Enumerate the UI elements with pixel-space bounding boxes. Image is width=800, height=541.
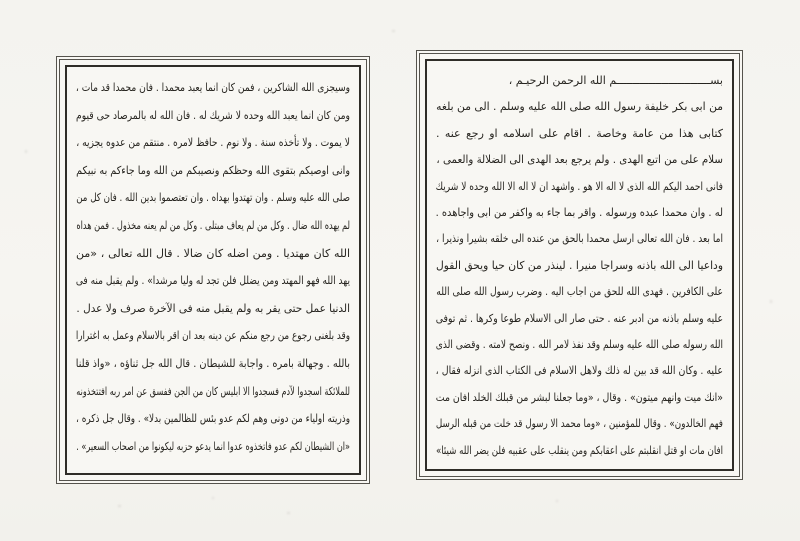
manuscript-text-line: يهد الله فهو المهتد ومن يضلل فلن تجد له وليا مرشدا» . ولم يقبل منه فى — [75, 274, 351, 288]
manuscript-text-line: وقد بلغنى رجوع من رجع منكم عن دينه بعد ان اقر بالاسلام وعمل به اغترارا — [75, 329, 350, 343]
manuscript-text-line: افان مات او قتل انقلبتم على اعقابكم ومن ينقلب على عقبيه فلن يضر الله شيئا» — [435, 443, 723, 457]
manuscript-text-line: عليه . وكان الله قد بين له ذلك ولاهل الاسلام فى الكتاب الذى انزله فقال ، — [435, 364, 723, 378]
manuscript-text-line: وسيجزى الله الشاكرين ، فمن كان انما يعبد محمدا . فان محمدا قد مات ، — [75, 81, 350, 94]
manuscript-text-line: «ان الشيطان لكم عدو فاتخذوه عدوا انما يدعو حزبه ليكونوا من اصحاب السعير» . — [76, 439, 351, 453]
manuscript-text-line: فانى احمد اليكم الله الذى لا اله الا هو . واشهد ان لا اله الا الله وحده لا شريك — [435, 179, 723, 193]
manuscript-text-line: لا يموت . ولا تأخذه سنة . ولا نوم . حافظ لامره . منتقم من عدوه يجزيه ، — [76, 136, 351, 150]
manuscript-text-line: وانى اوصيكم بتقوى الله وحظكم ونصيبكم من الله وما جاءكم به نبيكم — [76, 163, 350, 177]
paper-speck — [556, 500, 558, 502]
manuscript-text-line: على الكافرين . فهدى الله للحق من اجاب اليه . وضرب رسول الله صلى الله — [436, 285, 723, 299]
page-right-outer-border — [419, 53, 740, 477]
manuscript-text-line: «انك ميت وانهم ميتون» . وقال ، «وما جعلنا لبشر من قبلك الخلد افان مت — [435, 390, 723, 404]
manuscript-text-line: بســـــــــــــــــــــــــــــم الله الرحمن الرحيـم ، — [508, 74, 723, 87]
page-left-outer-border — [59, 59, 367, 481]
page-left-inner-border — [65, 65, 361, 475]
manuscript-text-line: عليه وسلم باذنه من ادبر عنه . حتى صار الى الاسلام طوعا وكرها . ثم توفى — [435, 311, 723, 325]
manuscript-text-line: فهم الخالدون» . وقال للمؤمنين ، «وما محمد الا رسول قد خلت من قبله الرسل — [435, 417, 723, 431]
manuscript-text-line: ومن كان انما يعبد الله وحده لا شريك له . فان الله له بالمرصاد حى قيوم — [76, 108, 351, 122]
paper-speck — [118, 505, 121, 507]
paper-speck — [287, 512, 290, 514]
manuscript-text-line: الله كان مهتديا . ومن اضله كان ضالا . قال الله تعالى ، «من — [76, 246, 350, 260]
manuscript-text-line: صلى الله عليه وسلم . وان تهتدوا بهداه . وان تعتصموا بدين الله . فان كل من — [76, 191, 350, 205]
page-left-text — [76, 74, 350, 460]
page-right-text — [436, 68, 723, 464]
page-left — [56, 56, 370, 484]
page-right — [416, 50, 743, 480]
manuscript-text-line: سلام على من اتبع الهدى . ولم يرجع بعد الهدى الى الضلالة والعمى ، — [436, 153, 723, 167]
manuscript-text-line: وداعيا الى الله باذنه وسراجا منيرا . لينذر من كان حيا ويحق القول — [436, 258, 723, 272]
manuscript-text-line: له . وان محمدا عبده ورسوله . واقر بما جاء به واكفر من ابى واجاهده . — [435, 206, 723, 220]
paper-speck — [25, 150, 27, 153]
manuscript-text-line: الدنيا عمل حتى يقر به ولم يقبل منه فى الآخرة صرف ولا عدل . — [76, 301, 350, 315]
manuscript-text-line: بالله . وجهالة بامره . واجابة للشيطان . قال الله جل ثناؤه ، «واذ قلنا — [75, 356, 350, 370]
paper-speck — [770, 300, 772, 303]
manuscript-text-line: الله رسوله صلى الله عليه وسلم وقد نفذ لامر الله . ونصح لامته . وقضى الذى — [435, 338, 723, 352]
manuscript-text-line: اما بعد . فان الله تعالى ارسل محمدا بالحق من عنده الى خلقه بشيرا ونذيرا ، — [436, 232, 723, 246]
manuscript-text-line: من ابى بكر خليفة رسول الله صلى الله عليه وسلم . الى من بلغه — [436, 100, 723, 114]
page-right-inner-border — [425, 59, 734, 471]
paper-speck — [212, 497, 214, 499]
manuscript-text-line: وذريته اولياء من دونى وهم لكم عدو بئس للظالمين بدلا» . وقال جل ذكره ، — [76, 412, 350, 426]
paper-speck — [392, 30, 395, 32]
manuscript-text-line: لم يهده الله ضال . وكل من لم يعاف مبتلى . وكل من لم يعنه مخذول . فمن هداه — [76, 218, 350, 232]
manuscript-text-line: كتابى هذا من عامة وخاصة . اقام على اسلامه او رجع عنه . — [436, 126, 723, 140]
manuscript-text-line: للملائكة اسجدوا لآدم فسجدوا الا ابليس كان من الجن ففسق عن امر ربه افتتخذونه — [76, 384, 350, 398]
